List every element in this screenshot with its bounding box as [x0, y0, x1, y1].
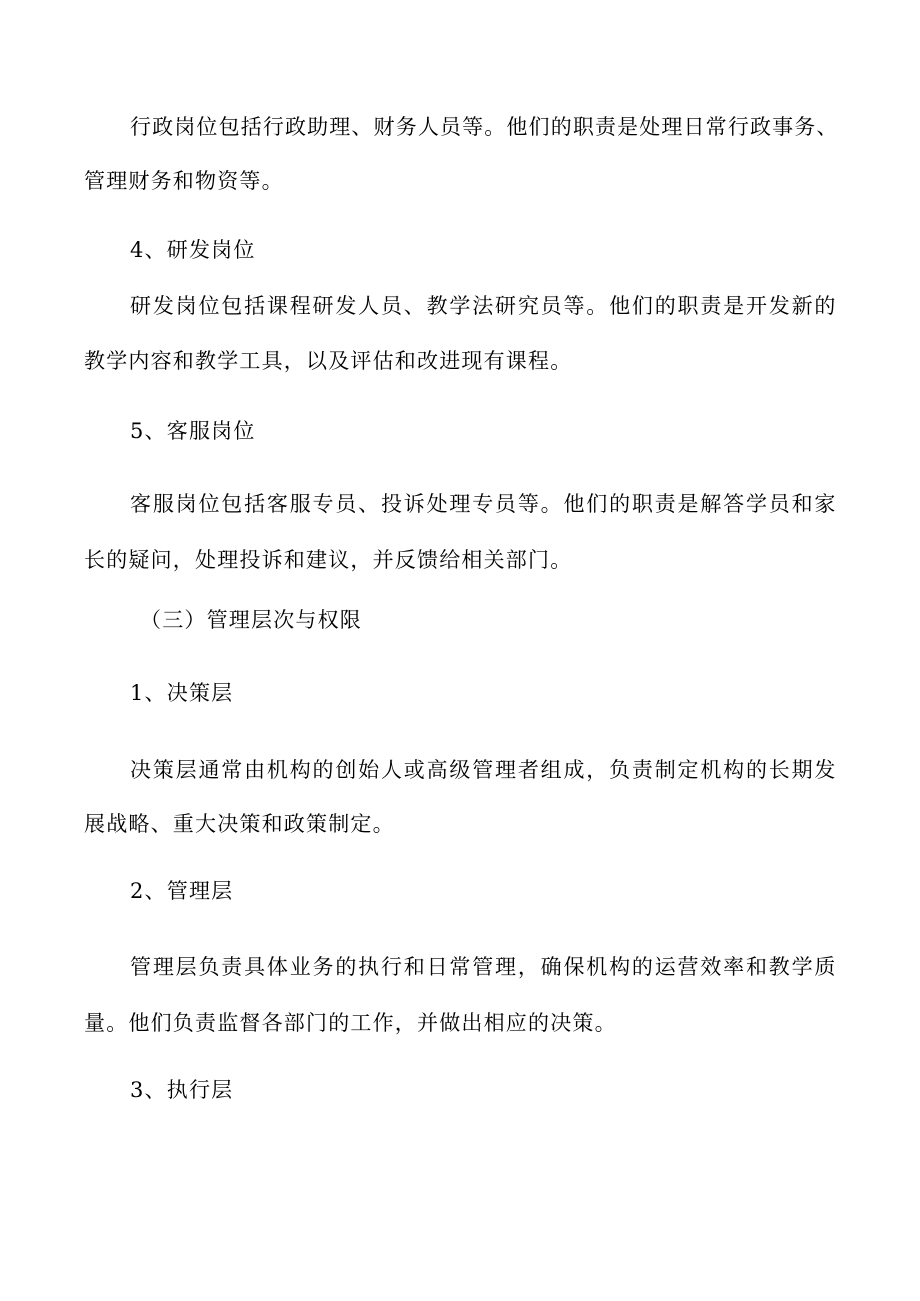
paragraph-customer-service-line-1: 客服岗位包括客服专员、投诉处理专员等。他们的职责是解答学员和家 — [130, 492, 836, 516]
section-heading-management-levels: （三）管理层次与权限 — [140, 608, 362, 632]
heading-management-layer: 2、管理层 — [130, 879, 234, 903]
heading-customer-service-position: 5、客服岗位 — [130, 419, 256, 443]
heading-execution-layer: 3、执行层 — [130, 1078, 234, 1102]
paragraph-management-line-1: 管理层负责具体业务的执行和日常管理，确保机构的运营效率和教学质 — [130, 955, 836, 979]
paragraph-decision-line-1: 决策层通常由机构的创始人或高级管理者组成，负责制定机构的长期发 — [130, 758, 836, 782]
heading-rd-position: 4、研发岗位 — [130, 238, 256, 262]
heading-decision-layer: 1、决策层 — [130, 681, 234, 705]
paragraph-management-line-2: 量。他们负责监督各部门的工作，并做出相应的决策。 — [84, 1011, 617, 1035]
paragraph-admin-line-1: 行政岗位包括行政助理、财务人员等。他们的职责是处理日常行政事务、 — [130, 115, 838, 139]
paragraph-customer-service-line-2: 长的疑问，处理投诉和建议，并反馈给相关部门。 — [84, 548, 573, 572]
paragraph-rd-line-1: 研发岗位包括课程研发人员、教学法研究员等。他们的职责是开发新的 — [130, 294, 836, 318]
paragraph-admin-line-2: 管理财务和物资等。 — [84, 169, 284, 193]
paragraph-rd-line-2: 教学内容和教学工具，以及评估和改进现有课程。 — [84, 349, 573, 373]
paragraph-decision-line-2: 展战略、重大决策和政策制定。 — [84, 812, 395, 836]
